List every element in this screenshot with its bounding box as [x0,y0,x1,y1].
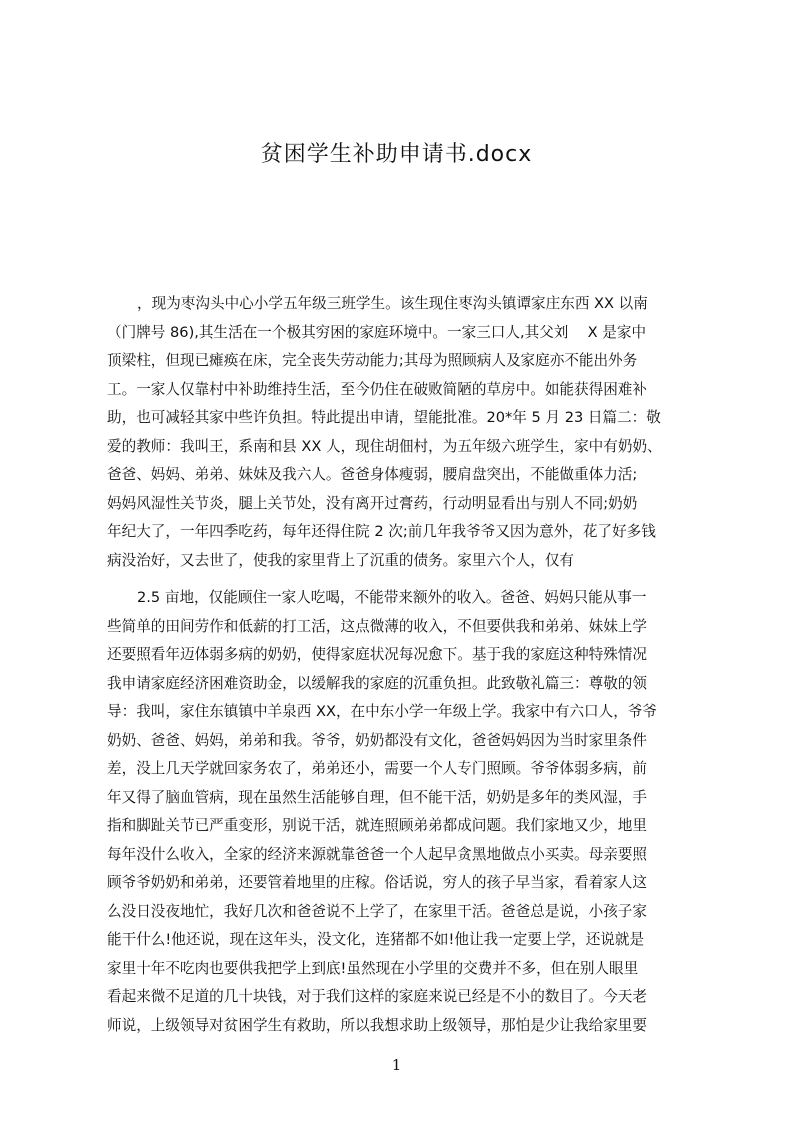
paragraph-line: 年又得了脑血管病，现在虽然生活能够自理，但不能干活，奶奶是多年的类风湿，手 [107,788,647,806]
paragraph-line: 能干什么!他还说，现在这年头，没文化，连猪都不如!他让我一定要上学，还说就是 [107,931,645,948]
paragraph-line: 爸爸、妈妈、弟弟、妹妹及我六人。爸爸身体瘦弱，腰肩盘突出，不能做重体力活; [107,466,638,483]
paragraph-line: 看起来微不足道的几十块钱，对于我们这样的家庭来说已经是不小的数目了。今天老 [107,988,647,1005]
paragraph-line: 些简单的田间劳作和低薪的打工活，这点微薄的收入，不但要供我和弟弟、妹妹上学 [107,617,647,635]
paragraph-line: 家里十年不吃肉也要供我把学上到底!虽然现在小学里的交费并不多，但在别人眼里 [107,959,639,977]
paragraph-line: 师说，上级领导对贫困学生有救助，所以我想求助上级领导，那怕是少让我给家里要 [107,1016,647,1034]
paragraph-line: 顶梁柱，但现已瘫痪在床，完全丧失劳动能力;其母为照顾病人及家庭亦不能出外务 [107,352,638,369]
paragraph-line: 还要照看年迈体弱多病的奶奶，使得家庭状况每况愈下。基于我的家庭这种特殊情况 [107,646,647,663]
paragraph-line: 每年没什么收入，全家的经济来源就靠爸爸一个人起早贪黑地做点小买卖。母亲要照 [107,845,647,863]
paragraph-line: 我申请家庭经济困难资助金，以缓解我的家庭的沉重负担。此致敬礼篇三：尊敬的领 [107,674,647,692]
paragraph-line: 病没治好，又去世了，使我的家里背上了沉重的债务。家里六个人，仅有 [107,551,575,569]
paragraph-line: 奶奶、爸爸、妈妈，弟弟和我。爷爷，奶奶都没有文化，爸爸妈妈因为当时家里条件 [107,731,647,749]
paragraph-line: ，现为枣沟头中心小学五年级三班学生。该生现住枣沟头镇谭家庄东西 XX 以南 [137,295,648,312]
paragraph-line: 指和脚趾关节已严重变形，别说干活，就连照顾弟弟都成问题。我们家地又少，地里 [107,817,647,834]
paragraph-line: 导：我叫，家住东镇镇中羊泉西 XX，在中东小学一年级上学。我家中有六口人，爷爷 [107,703,658,720]
paragraph-line: 么没日没夜地忙，我好几次和爸爸说不上学了，在家里干活。爸爸总是说，小孩子家 [107,902,647,920]
paragraph-line: （门牌号 86),其生活在一个极其穷困的家庭环境中。一家三口人,其父刘 X 是家中 [107,323,647,341]
paragraph-line: 2.5 亩地，仅能顾住一家人吃喝，不能带来额外的收入。爸爸、妈妈只能从事一 [137,589,647,606]
page-number: 1 [391,1056,402,1074]
paragraph-line: 妈妈风湿性关节炎，腿上关节处，没有离开过膏药，行动明显看出与别人不同;奶奶 [107,494,638,512]
paragraph-line: 顾爷爷奶奶和弟弟，还要管着地里的庄稼。俗话说，穷人的孩子早当家，看着家人这 [107,874,647,891]
paragraph-line: 工。一家人仅靠村中补助维持生活，至今仍住在破败简陋的草房中。如能获得困难补 [107,380,647,398]
paragraph-line: 差，没上几天学就回家务农了，弟弟还小，需要一个人专门照顾。爷爷体弱多病，前 [107,760,647,777]
paragraph-line: 助，也可减轻其家中些许负担。特此提出申请，望能批准。20*年 5 月 23 日篇二：敬 [107,409,661,426]
document-title: 贫困学生补助申请书.docx [260,142,533,167]
paragraph-line: 年纪大了，一年四季吃药，每年还得住院 2 次;前几年我爷爷又因为意外，花了好多钱 [107,523,656,540]
paragraph-1 [107,290,697,575]
paragraph-2 [107,584,697,1040]
paragraph-line: 爱的教师：我叫王，系南和县 XX 人，现住胡佃村，为五年级六班学生，家中有奶奶、 [107,437,662,455]
